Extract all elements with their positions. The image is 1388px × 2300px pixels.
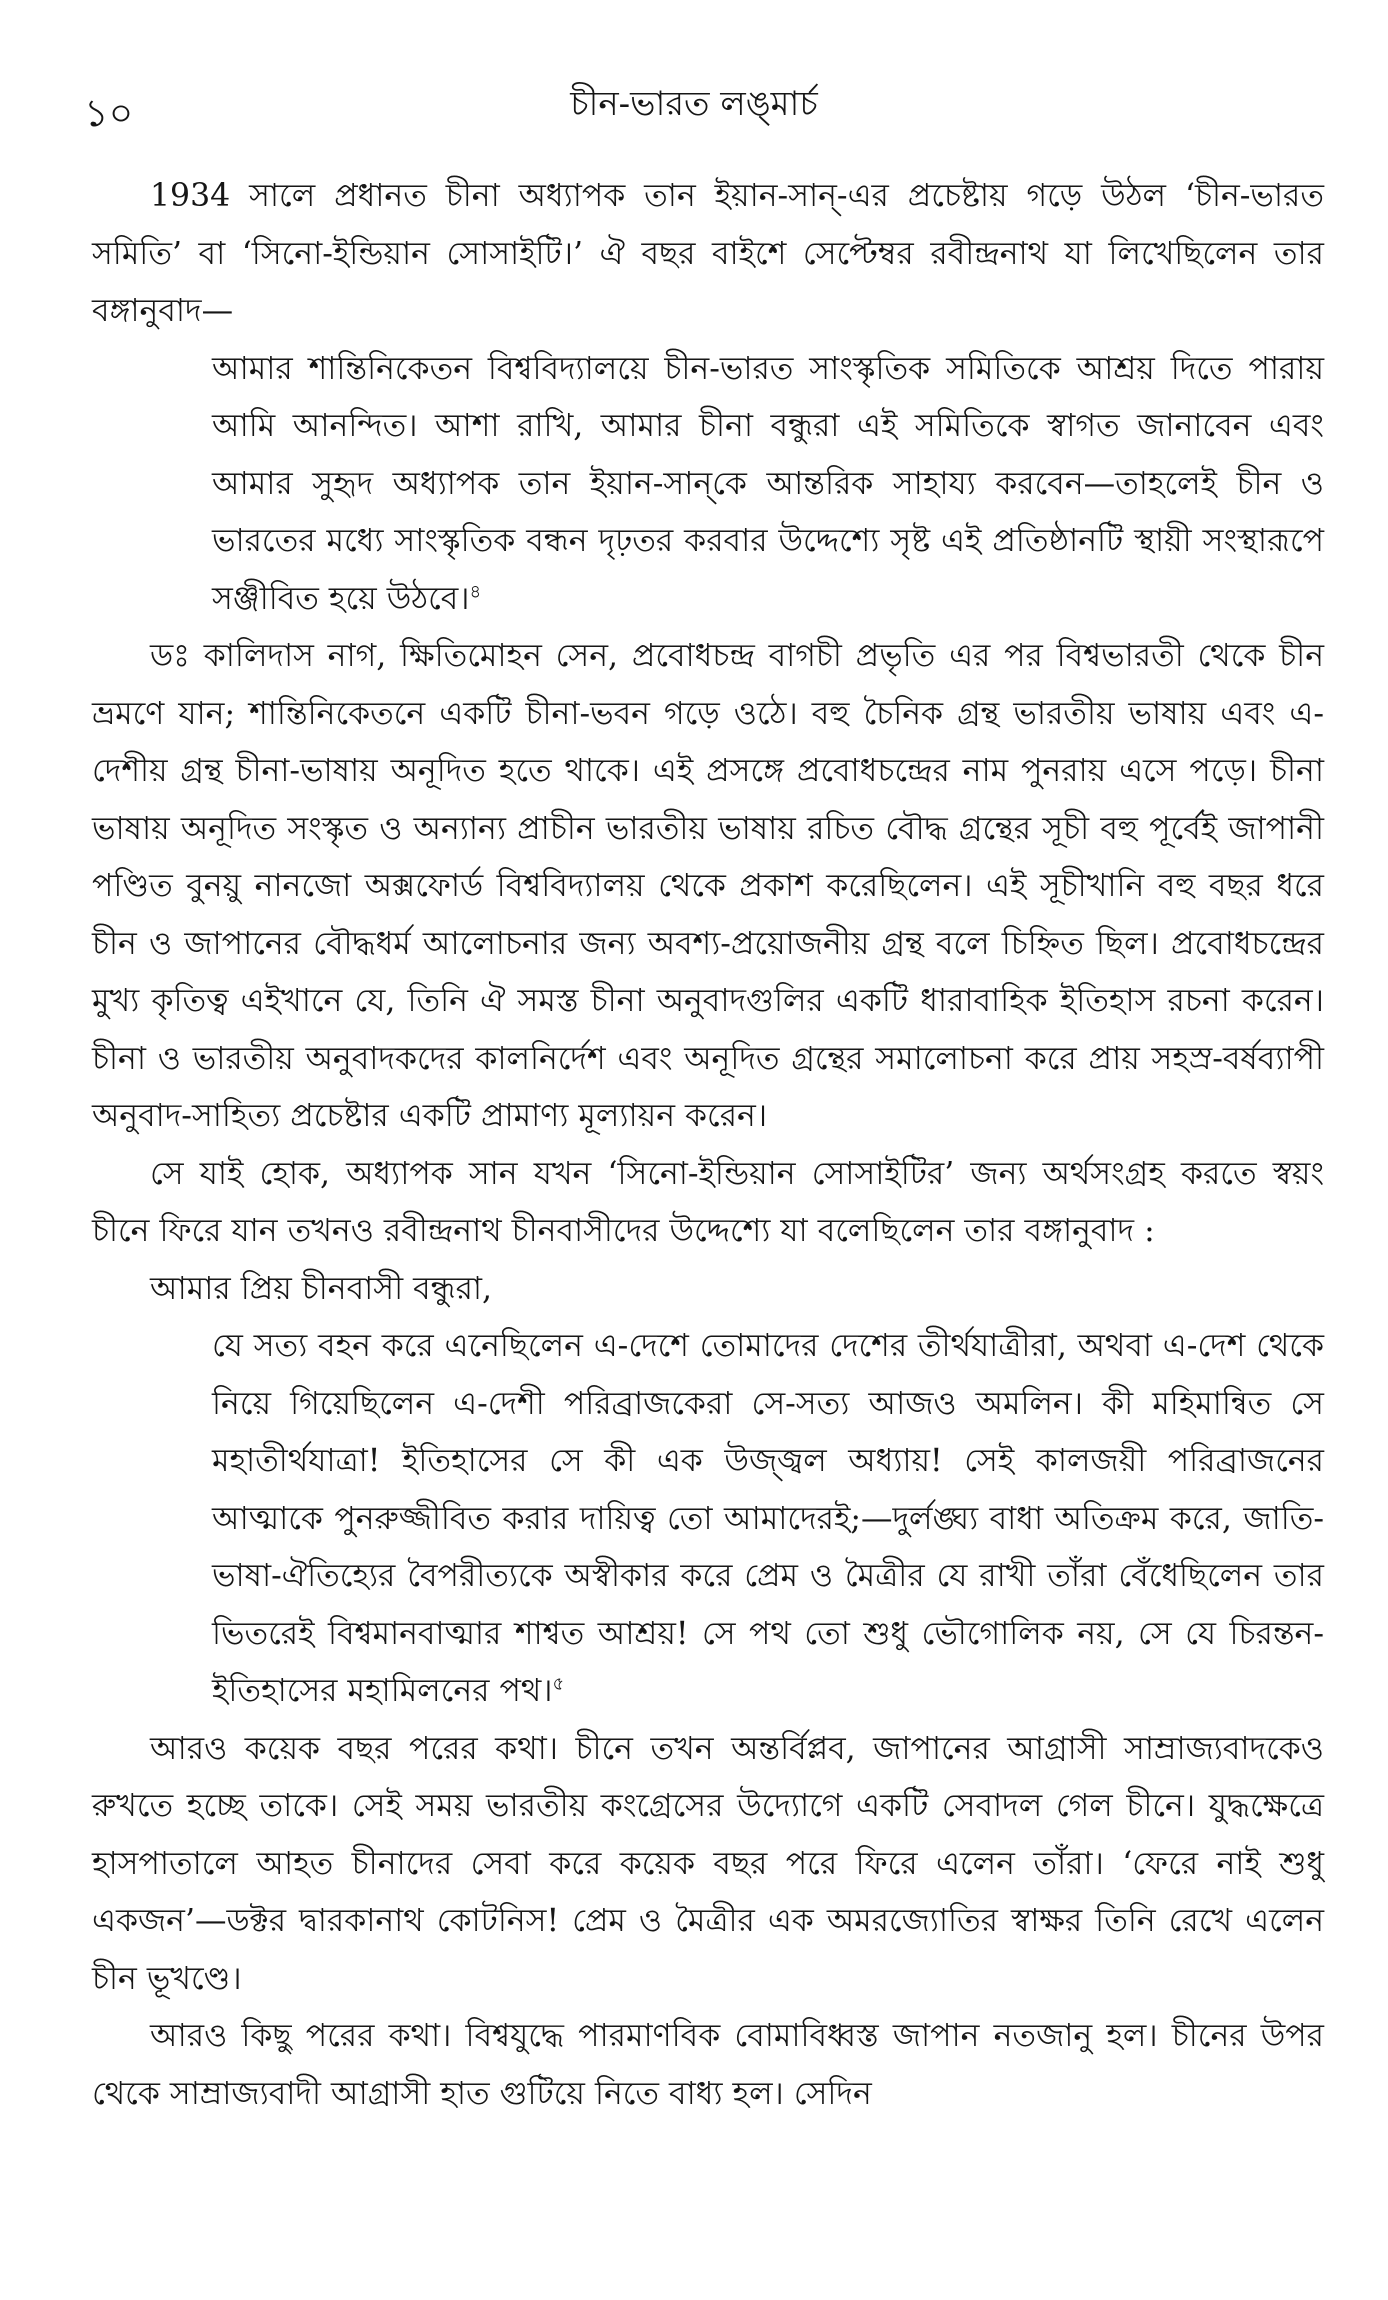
salutation: আমার প্রিয় চীনবাসী বন্ধুরা, [150, 1270, 493, 1307]
paragraph-3: সে যাই হোক, অধ্যাপক সান যখন ‘সিনো-ইন্ডিয়ান সোসাইটির’ জন্য অর্থসংগ্রহ করতে স্বয়ং চীনে ফিরে যান তখনও রবীন্দ্রনাথ চীনবাসীদের উদ্দেশ্যে যা বলেছিলেন তার বঙ্গানুবাদ : [92, 1155, 1324, 1249]
running-title: চীন-ভারত লঙ্‌মার্চ [570, 84, 818, 124]
footnote-marker-5: ৫ [552, 1673, 565, 1695]
quote-2-text: যে সত্য বহন করে এনেছিলেন এ-দেশে তোমাদের দেশের তীর্থযাত্রীরা, অথবা এ-দেশ থেকে নিয়ে গিয়েছিলেন এ-দেশী পরিব্রাজকেরা সে-সত্য আজও অমলিন। কী মহিমান্বিত সে মহাতীর্থযাত্রা! ইতিহাসের সে কী এক উজ্জ্বল অধ্যায়! সেই কালজয়ী পরিব্রাজনের আত্মাকে পুনরুজ্জীবিত করার দায়িত্ব তো আমাদেরই;—দুর্লঙ্ঘ্য বাধা অতিক্রম করে, জাতি-ভাষা-ঐতিহ্যের বৈপরীত্যকে অস্বীকার করে প্রেম ও মৈত্রীর যে রাখী তাঁরা বেঁধেছিলেন তার ভিতরেই বিশ্বমানবাত্মার শাশ্বত আশ্রয়! সে পথ তো শুধু ভৌগোলিক নয়, সে যে চিরন্তন-ইতিহাসের মহামিলনের পথ। [212, 1328, 1324, 1709]
footnote-marker-4: ৪ [469, 581, 482, 602]
paragraph-1: 1934 সালে প্রধানত চীনা অধ্যাপক তান ইয়ান-সান্-এর প্রচেষ্টায় গড়ে উঠল ‘চীন-ভারত সমিতি’ বা ‘সিনো-ইন্ডিয়ান সোসাইটি।’ ঐ বছর বাইশে সেপ্টেম্বর রবীন্দ্রনাথ যা লিখেছিলেন তার বঙ্গানুবাদ— [92, 178, 1324, 329]
paragraph-5: আরও কিছু পরের কথা। বিশ্বযুদ্ধে পারমাণবিক বোমাবিধ্বস্ত জাপান নতজানু হল। চীনের উপর থেকে সাম্রাজ্যবাদী আগ্রাসী হাত গুটিয়ে নিতে বাধ্য হল। সেদিন [92, 2018, 1324, 2112]
quote-tagore-1 [212, 341, 1324, 629]
page-number: ১০ [84, 91, 134, 135]
paragraph-4: আরও কয়েক বছর পরের কথা। চীনে তখন অন্তর্বিপ্লব, জাপানের আগ্রাসী সাম্রাজ্যবাদকেও রুখতে হচ্ছে তাকে। সেই সময় ভারতীয় কংগ্রেসের উদ্যোগে একটি সেবাদল গেল চীনে। যুদ্ধক্ষেত্রে হাসপাতালে আহত চীনাদের সেবা করে কয়েক বছর পরে ফিরে এলেন তাঁরা। ‘ফেরে নাই শুধু একজন’—ডক্টর দ্বারকানাথ কোটনিস! প্রেম ও মৈত্রীর এক অমরজ্যোতির স্বাক্ষর তিনি রেখে এলেন চীন ভূখণ্ডে। [92, 1730, 1324, 1997]
paragraph-2: ডঃ কালিদাস নাগ, ক্ষিতিমোহন সেন, প্রবোধচন্দ্র বাগচী প্রভৃতি এর পর বিশ্বভারতী থেকে চীন ভ্রমণে যান; শান্তিনিকেতনে একটি চীনা-ভবন গড়ে ওঠে। বহু চৈনিক গ্রন্থ ভারতীয় ভাষায় এবং এ-দেশীয় গ্রন্থ চীনা-ভাষায় অনূদিত হতে থাকে। এই প্রসঙ্গে প্রবোধচন্দ্রের নাম পুনরায় এসে পড়ে। চীনা ভাষায় অনূদিত সংস্কৃত ও অন্যান্য প্রাচীন ভারতীয় ভাষায় রচিত বৌদ্ধ গ্রন্থের সূচী বহু পূর্বেই জাপানী পণ্ডিত বুনয়ু নানজো অক্সফোর্ড বিশ্ববিদ্যালয় থেকে প্রকাশ করেছিলেন। এই সূচীখানি বহু বছর ধরে চীন ও জাপানের বৌদ্ধধর্ম আলোচনার জন্য অবশ্য-প্রয়োজনীয় গ্রন্থ বলে চিহ্নিত ছিল। প্রবোধচন্দ্রের মুখ্য কৃতিত্ব এইখানে যে, তিনি ঐ সমস্ত চীনা অনুবাদগুলির একটি ধারাবাহিক ইতিহাস রচনা করেন। চীনা ও ভারতীয় অনুবাদকদের কালনির্দেশ এবং অনূদিত গ্রন্থের সমালোচনা করে প্রায় সহস্র-বর্ষব্যাপী অনুবাদ-সাহিত্য প্রচেষ্টার একটি প্রামাণ্য মূল্যায়ন করেন। [92, 638, 1324, 1134]
quote-1-text: আমার শান্তিনিকেতন বিশ্ববিদ্যালয়ে চীন-ভারত সাংস্কৃতিক সমিতিকে আশ্রয় দিতে পারায় আমি আনন্দিত। আশা রাখি, আমার চীনা বন্ধুরা এই সমিতিকে স্বাগত জানাবেন এবং আমার সুহৃদ অধ্যাপক তান ইয়ান-সান্‌কে আন্তরিক সাহায্য করবেন—তাহলেই চীন ও ভারতের মধ্যে সাংস্কৃতিক বন্ধন দৃঢ়তর করবার উদ্দেশ্যে সৃষ্ট এই প্রতিষ্ঠানটি স্থায়ী সংস্থারূপে সঞ্জীবিত হয়ে উঠবে। [212, 350, 1324, 617]
page-body [92, 168, 1324, 2123]
quote-tagore-2 [212, 1318, 1324, 1721]
